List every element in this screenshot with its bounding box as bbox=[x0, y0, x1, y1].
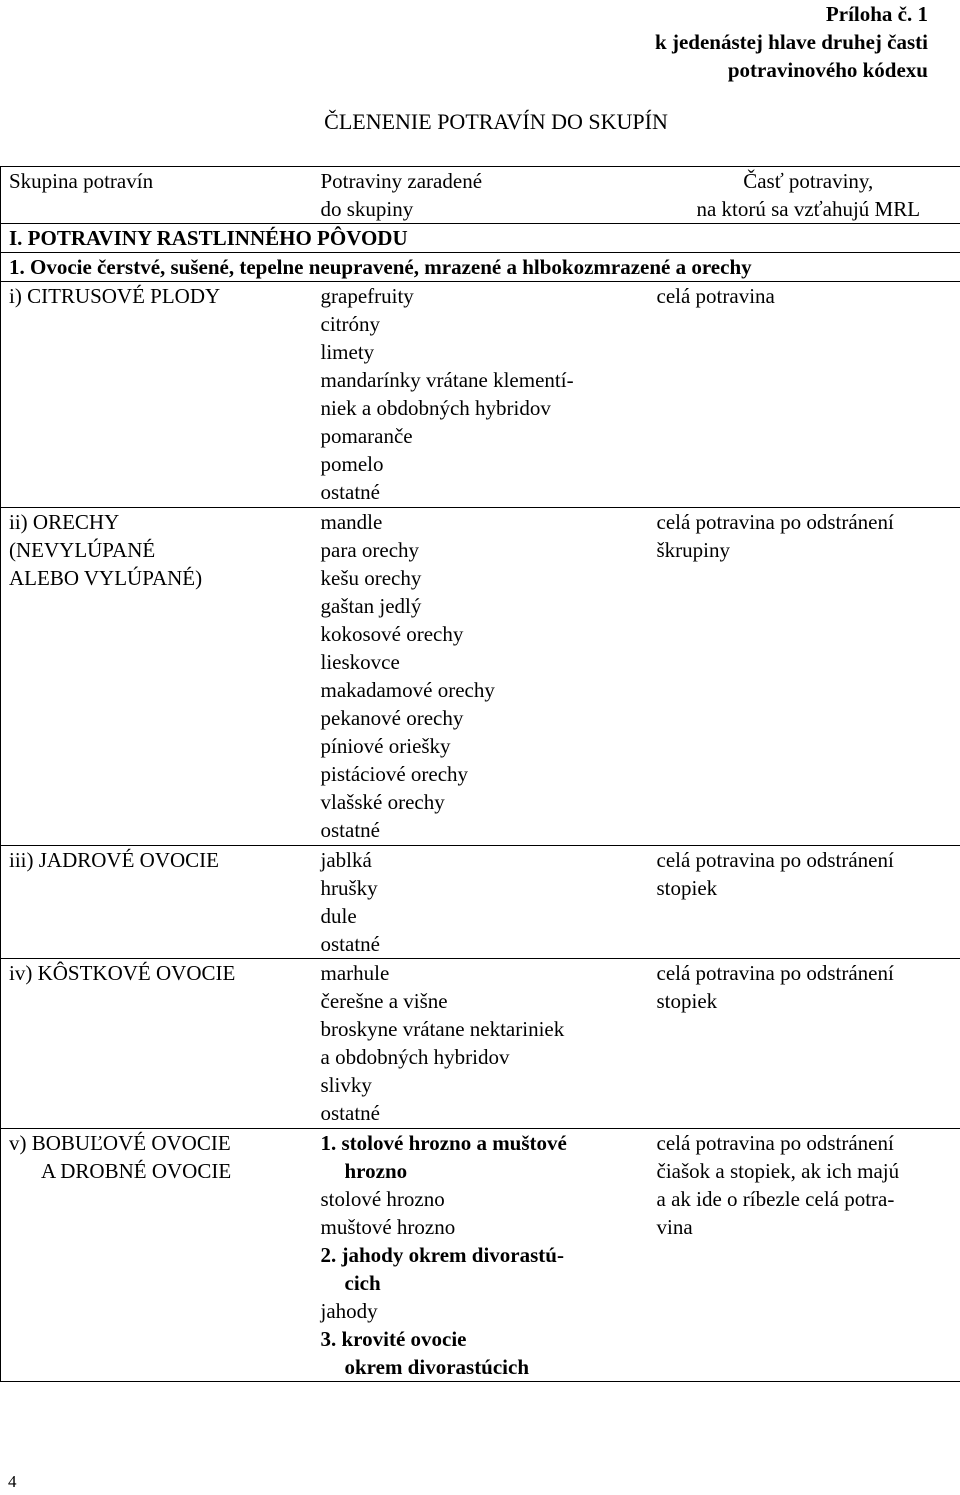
page-number: 4 bbox=[8, 1472, 17, 1491]
group-items: marhule čerešne a višne broskyne vrátane nektariniek a obdobných hybridov slivky ostatné bbox=[313, 959, 649, 1129]
document-title: ČLENENIE POTRAVÍN DO SKUPÍN bbox=[324, 109, 668, 134]
header-foods-included: Potraviny zaradené do skupiny bbox=[320, 169, 483, 221]
section-row bbox=[1, 224, 960, 253]
group-category: iv) KÔSTKOVÉ OVOCIE bbox=[1, 959, 313, 1129]
header-part-of-food: Časť potraviny, na ktorú sa vzťahujú MRL bbox=[696, 169, 921, 221]
group-category: v) BOBUĽOVÉ OVOCIE A DROBNÉ OVOCIE bbox=[1, 1129, 313, 1382]
group-items: 1. stolové hrozno a muštové hrozno stolové hrozno muštové hrozno 2. jahody okrem divorastú- cich jahody 3. krovité ovocie okrem divorastúcich bbox=[313, 1129, 649, 1382]
annex-reference bbox=[655, 0, 928, 84]
group-part: celá potravina po odstránení škrupiny bbox=[649, 507, 960, 845]
group-row-stone-fruit bbox=[1, 959, 960, 1129]
group-part: celá potravina po odstránení stopiek bbox=[649, 845, 960, 958]
header-food-group: Skupina potravín bbox=[9, 169, 154, 193]
group-row-nuts bbox=[1, 507, 960, 845]
group-row-pome-fruit bbox=[1, 845, 960, 958]
food-groups-table bbox=[0, 166, 960, 1382]
group-row-citrus bbox=[1, 282, 960, 508]
group-category: i) CITRUSOVÉ PLODY bbox=[1, 282, 313, 508]
group-items: mandle para orechy kešu orechy gaštan jedlý kokosové orechy lieskovce makadamové orechy pekanové orechy píniové oriešky pistáciové orechy vlašské orechy ostatné bbox=[313, 507, 649, 845]
annex-line-3: potravinového kódexu bbox=[727, 58, 928, 82]
group-part: celá potravina bbox=[649, 282, 960, 508]
group-items: jablká hrušky dule ostatné bbox=[313, 845, 649, 958]
table-header-row bbox=[1, 167, 960, 224]
annex-line-2: k jedenástej hlave druhej časti bbox=[655, 30, 928, 54]
annex-line-1: Príloha č. 1 bbox=[825, 2, 928, 26]
group-category: iii) JADROVÉ OVOCIE bbox=[1, 845, 313, 958]
group-row-berries bbox=[1, 1129, 960, 1382]
subsection-heading: 1. Ovocie čerstvé, sušené, tepelne neupravené, mrazené a hlbokozmrazené a orechy bbox=[1, 253, 960, 282]
group-part: celá potravina po odstránení stopiek bbox=[649, 959, 960, 1129]
subsection-row bbox=[1, 253, 960, 282]
group-items: grapefruity citróny limety mandarínky vrátane klementí- niek a obdobných hybridov pomaranče pomelo ostatné bbox=[313, 282, 649, 508]
section-heading: I. POTRAVINY RASTLINNÉHO PÔVODU bbox=[1, 224, 960, 253]
group-category: ii) ORECHY (NEVYLÚPANÉ ALEBO VYLÚPANÉ) bbox=[1, 507, 313, 845]
group-part: celá potravina po odstránení čiašok a stopiek, ak ich majú a ak ide o ríbezle celá potra- vina bbox=[649, 1129, 960, 1382]
